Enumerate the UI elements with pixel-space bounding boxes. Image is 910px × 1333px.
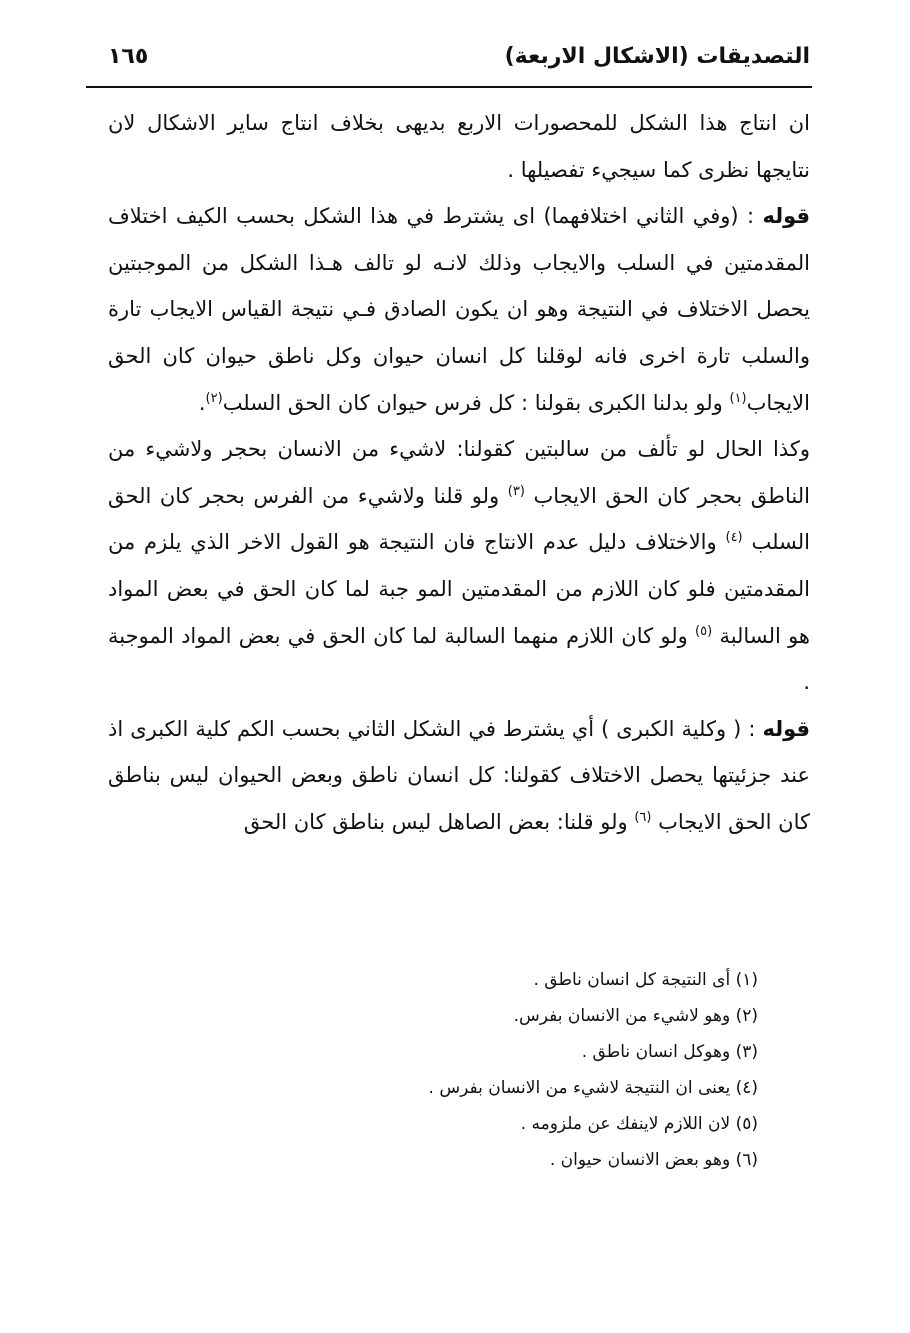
paragraph-text: وكذا الحال لو تألف من سالبتين كقولنا: لاشيء من الانسان بحجر ولاشيء من الناطق بحجر كان الحق الايجاب xyxy=(108,437,810,508)
footnote: (٣) وهوكل انسان ناطق . xyxy=(581,1042,758,1062)
footnote-ref[interactable]: (٤) xyxy=(725,530,743,546)
footnote-ref[interactable]: (١) xyxy=(729,390,747,406)
footnote: (٢) وهو لاشيء من الانسان بفرس. xyxy=(513,1006,758,1026)
footnote: (٤) يعنى ان النتيجة لاشيء من الانسان بفرس . xyxy=(428,1078,758,1098)
body-text xyxy=(108,100,810,846)
footnote: (١) أى النتيجة كل انسان ناطق . xyxy=(533,970,758,990)
paragraph xyxy=(108,706,810,846)
paragraph-text: ولو قلنا ولاشيء من الفرس بحجر كان الحق السلب xyxy=(108,483,810,555)
paragraph-text: ولو بدلنا الكبرى بقولنا : كل فرس حيوان كان الحق السلب xyxy=(222,390,730,415)
footnote-ref[interactable]: (٣) xyxy=(507,483,525,499)
paragraph xyxy=(108,426,810,706)
footnotes xyxy=(108,962,758,1178)
footnote: (٦) وهو بعض الانسان حيوان . xyxy=(549,1150,758,1170)
page-number: ١٦٥ xyxy=(108,43,149,69)
footnote-ref[interactable]: (٥) xyxy=(695,623,713,639)
paragraph-text: : (وفي الثاني اختلافهما) اى يشترط في هذا الشكل بحسب الكيف اختلاف المقدمتين في السلب والايجاب وذلك لانـه لو تالف هـذا الشكل من الموجبتين يحصل الاختلاف في النتيجة وهو ان يكون الصادق فـي نتيجة القياس الايجاب تارة والسلب تارة اخرى فانه لوقلنا كل انسان حيوان وكل ناطق حيوان كان الحق الايجاب xyxy=(108,204,810,415)
page-header xyxy=(108,36,810,76)
running-title: التصديقات (الاشكال الاربعة) xyxy=(504,43,810,69)
commentary-label: قوله xyxy=(762,716,810,741)
footnote-ref[interactable]: (٢) xyxy=(205,390,223,406)
paragraph xyxy=(108,100,810,193)
paragraph-text: . xyxy=(198,390,206,415)
paragraph-text: ولو قلنا: بعض الصاهل ليس بناطق كان الحق xyxy=(243,809,635,834)
footnote-ref[interactable]: (٦) xyxy=(634,809,652,825)
header-rule xyxy=(86,86,812,88)
paragraph-text: ان انتاج هذا الشكل للمحصورات الاربع بديهى بخلاف انتاج ساير الاشكال لان نتايجها نظرى كما سيجيء تفصيلها . xyxy=(108,111,810,182)
footnote: (٥) لان اللازم لاينفك عن ملزومه . xyxy=(520,1114,758,1134)
paragraph-text: والاختلاف دليل عدم الانتاج فان النتيجة هو القول الاخر الذي يلزم من المقدمتين فلو كان اللازم من المقدمتين المو جبة لما كان الحق في بعض المواد هو السالبة xyxy=(108,530,810,648)
paragraph-text: : ( وكلية الكبرى ) أي يشترط في الشكل الثاني بحسب الكم كلية الكبرى اذ عند جزئيتها يحصل الاختلاف كقولنا: كل انسان ناطق وبعض الحيوان ليس بناطق كان الحق الايجاب xyxy=(108,716,810,834)
commentary-label: قوله xyxy=(762,204,810,229)
paragraph-text: ولو كان اللازم منهما السالبة لما كان الحق في بعض المواد الموجبة . xyxy=(108,623,810,695)
paragraph xyxy=(108,193,810,426)
